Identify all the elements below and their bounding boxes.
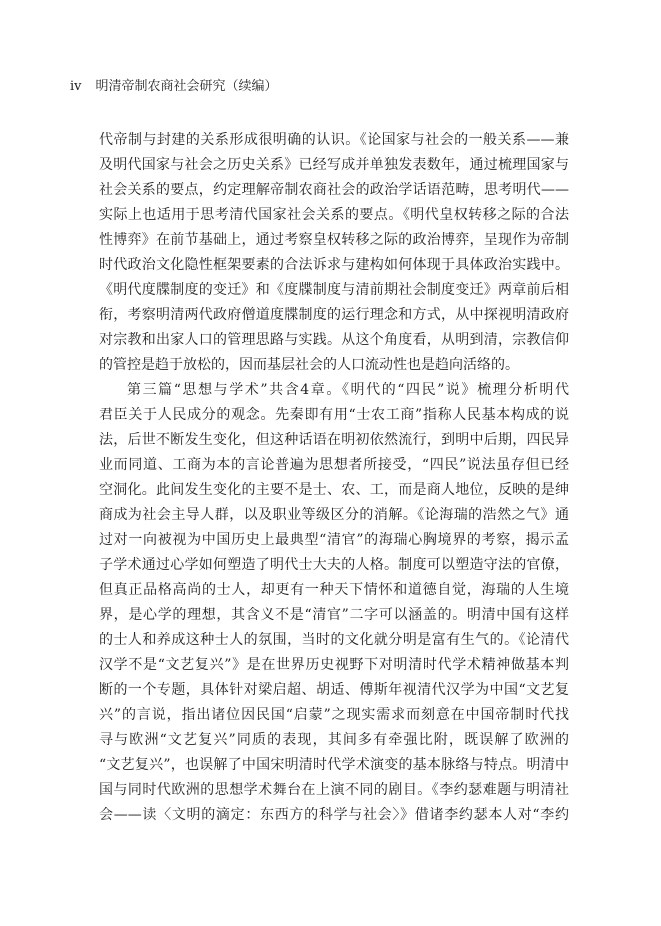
text-line: 寻与欧洲“文艺复兴”同质的表现，其间多有牵强比附，既误解了欧洲的 [99, 732, 569, 748]
text-line: 国与同时代欧洲的思想学术舞台在上演不同的剧目。《李约瑟难题与明清社 [99, 782, 569, 798]
text-line: 兴”的言说，指出诸位因民国“启蒙”之现实需求而刻意在中国帝制时代找 [99, 707, 569, 723]
text-line: 实际上也适用于思考清代国家社会关系的要点。《明代皇权转移之际的合法 [99, 207, 569, 223]
text-line: 代帝制与封建的关系形成很明确的认识。《论国家与社会的一般关系——兼 [99, 132, 569, 148]
text-line: 《明代度牒制度的变迁》和《度牒制度与清前期社会制度变迁》两章前后相 [99, 282, 569, 298]
text-line: 衔，考察明清两代政府僧道度牒制度的运行理念和方式，从中探视明清政府 [99, 307, 569, 323]
page-number: iv [70, 79, 82, 94]
text-line: 对宗教和出家人口的管理思路与实践。从这个角度看，从明到清，宗教信仰 [99, 332, 569, 348]
text-line: 界，是心学的理想，其含义不是“清官”二字可以涵盖的。明清中国有这样 [99, 607, 569, 623]
running-header [70, 78, 278, 96]
text-line: 会——读〈文明的滴定：东西方的科学与社会〉》借诸李约瑟本人对“李约 [99, 807, 569, 823]
text-line: 的管控是趋于放松的，因而基层社会的人口流动性也是趋向活络的。 [99, 357, 519, 373]
text-line: 商成为社会主导人群，以及职业等级区分的消解。《论海瑞的浩然之气》通 [99, 507, 569, 523]
text-line: 但真正品格高尚的士人，却更有一种天下情怀和道德自觉，海瑞的人生境 [99, 582, 569, 598]
text-line: 断的一个专题，具体针对梁启超、胡适、傅斯年视清代汉学为中国“文艺复 [99, 682, 569, 698]
text-line: 的士人和养成这种士人的氛围，当时的文化就分明是富有生气的。《论清代 [99, 632, 569, 648]
text-line: 时代政治文化隐性框架要素的合法诉求与建构如何体现于具体政治实践中。 [99, 257, 569, 273]
text-line: 空洞化。此间发生变化的主要不是士、农、工，而是商人地位，反映的是绅 [99, 482, 569, 498]
book-title: 明清帝制农商社会研究（续编） [95, 79, 278, 94]
text-line: 及明代国家与社会之历史关系》已经写成并单独发表数年，通过梳理国家与 [99, 157, 569, 173]
text-line: 过对一向被视为中国历史上最典型“清官”的海瑞心胸境界的考察，揭示孟 [99, 532, 569, 548]
text-line: 汉学不是“文艺复兴”》是在世界历史视野下对明清时代学术精神做基本判 [99, 657, 569, 673]
text-line: 法，后世不断发生变化，但这种话语在明初依然流行，到明中后期，四民异 [99, 432, 569, 448]
text-line: 君臣关于人民成分的观念。先秦即有用“士农工商”指称人民基本构成的说 [99, 407, 569, 423]
text-line: 社会关系的要点，约定理解帝制农商社会的政治学话语范畴，思考明代—— [99, 182, 569, 198]
text-line: 子学术通过心学如何塑造了明代士大夫的人格。制度可以塑造守法的官僚， [99, 557, 569, 573]
text-line: 第三篇“思想与学术”共含4章。《明代的“四民”说》梳理分析明代 [127, 382, 569, 398]
text-line: “文艺复兴”，也误解了中国宋明清时代学术演变的基本脉络与特点。明清中 [99, 757, 569, 773]
text-line: 性博弈》在前节基础上，通过考察皇权转移之际的政治博弈，呈现作为帝制 [99, 232, 569, 248]
text-line: 业而同道、工商为本的言论普遍为思想者所接受，“四民”说法虽存但已经 [99, 457, 569, 473]
body-text [99, 128, 569, 828]
